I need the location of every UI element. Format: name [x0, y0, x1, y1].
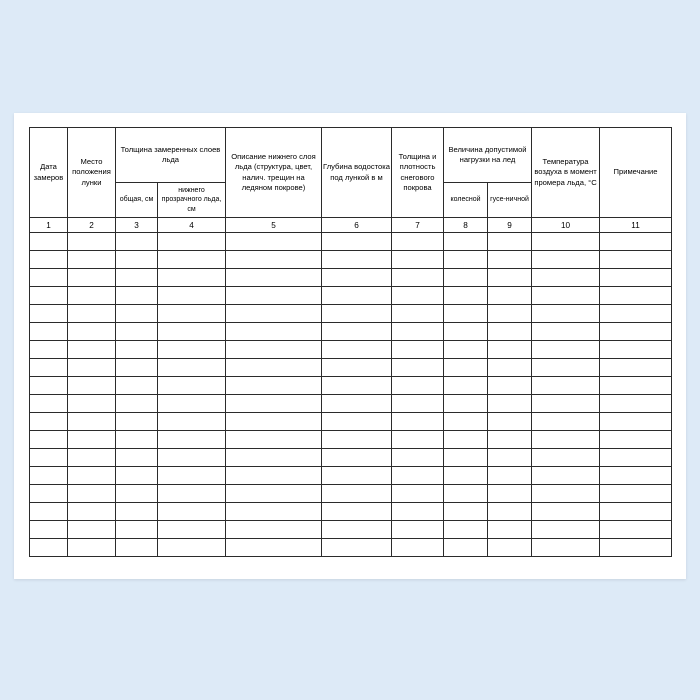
table-cell[interactable] — [444, 359, 488, 377]
table-cell[interactable] — [30, 485, 68, 503]
table-cell[interactable] — [116, 521, 158, 539]
table-cell[interactable] — [600, 539, 672, 557]
table-cell[interactable] — [532, 449, 600, 467]
table-cell[interactable] — [488, 233, 532, 251]
column-number-cell: 9 — [488, 218, 532, 233]
table-cell[interactable] — [444, 269, 488, 287]
table-cell[interactable] — [322, 485, 392, 503]
table-cell[interactable] — [158, 341, 226, 359]
table-cell[interactable] — [30, 341, 68, 359]
table-cell[interactable] — [532, 305, 600, 323]
table-row[interactable] — [30, 269, 672, 287]
table-row[interactable] — [30, 521, 672, 539]
table-cell[interactable] — [158, 539, 226, 557]
table-cell[interactable] — [322, 413, 392, 431]
table-cell[interactable] — [532, 539, 600, 557]
table-cell[interactable] — [392, 467, 444, 485]
table-row[interactable] — [30, 449, 672, 467]
table-cell[interactable] — [600, 431, 672, 449]
table-cell[interactable] — [226, 539, 322, 557]
column-number-cell: 4 — [158, 218, 226, 233]
table-cell[interactable] — [444, 467, 488, 485]
table-cell[interactable] — [226, 269, 322, 287]
header-water-depth: Глубина водостока под лункой в м — [322, 128, 392, 218]
table-cell[interactable] — [116, 269, 158, 287]
table-row[interactable] — [30, 431, 672, 449]
table-cell[interactable] — [116, 341, 158, 359]
table-cell[interactable] — [392, 539, 444, 557]
header-snow-cover: Толщина и плотность снегового покрова — [392, 128, 444, 218]
table-cell[interactable] — [158, 503, 226, 521]
table-cell[interactable] — [532, 233, 600, 251]
table-cell[interactable] — [444, 449, 488, 467]
table-cell[interactable] — [322, 287, 392, 305]
table-cell[interactable] — [30, 503, 68, 521]
table-cell[interactable] — [600, 467, 672, 485]
table-cell[interactable] — [30, 269, 68, 287]
table-cell[interactable] — [444, 377, 488, 395]
table-cell[interactable] — [158, 269, 226, 287]
table-cell[interactable] — [68, 359, 116, 377]
table-cell[interactable] — [158, 305, 226, 323]
table-cell[interactable] — [532, 467, 600, 485]
table-cell[interactable] — [488, 449, 532, 467]
table-cell[interactable] — [116, 503, 158, 521]
table-cell[interactable] — [116, 359, 158, 377]
table-cell[interactable] — [600, 287, 672, 305]
table-cell[interactable] — [392, 359, 444, 377]
table-cell[interactable] — [392, 305, 444, 323]
table-cell[interactable] — [158, 359, 226, 377]
table-cell[interactable] — [68, 305, 116, 323]
table-cell[interactable] — [30, 395, 68, 413]
table-row[interactable] — [30, 341, 672, 359]
table-cell[interactable] — [158, 485, 226, 503]
table-cell[interactable] — [226, 377, 322, 395]
table-cell[interactable] — [68, 341, 116, 359]
table-cell[interactable] — [30, 233, 68, 251]
table-cell[interactable] — [116, 305, 158, 323]
table-cell[interactable] — [532, 377, 600, 395]
table-row[interactable] — [30, 467, 672, 485]
table-cell[interactable] — [600, 323, 672, 341]
table-cell[interactable] — [488, 503, 532, 521]
table-cell[interactable] — [322, 251, 392, 269]
table-row[interactable] — [30, 323, 672, 341]
table-cell[interactable] — [226, 449, 322, 467]
table-cell[interactable] — [532, 431, 600, 449]
table-cell[interactable] — [116, 467, 158, 485]
table-cell[interactable] — [158, 233, 226, 251]
table-cell[interactable] — [444, 413, 488, 431]
table-cell[interactable] — [68, 377, 116, 395]
table-cell[interactable] — [600, 359, 672, 377]
table-row[interactable] — [30, 377, 672, 395]
table-cell[interactable] — [322, 359, 392, 377]
table-cell[interactable] — [30, 467, 68, 485]
table-cell[interactable] — [322, 341, 392, 359]
table-cell[interactable] — [488, 251, 532, 269]
table-cell[interactable] — [226, 503, 322, 521]
header-wheeled-load: колесной — [444, 183, 488, 218]
header-tracked-load: гусе-ничной — [488, 183, 532, 218]
table-cell[interactable] — [600, 449, 672, 467]
table-cell[interactable] — [322, 467, 392, 485]
table-cell[interactable] — [68, 431, 116, 449]
table-cell[interactable] — [600, 233, 672, 251]
table-cell[interactable] — [30, 413, 68, 431]
table-row[interactable] — [30, 503, 672, 521]
table-cell[interactable] — [116, 431, 158, 449]
table-cell[interactable] — [488, 287, 532, 305]
table-row[interactable] — [30, 539, 672, 557]
header-ice-thickness-group: Толщина замеренных слоев льда — [116, 128, 226, 183]
table-cell[interactable] — [30, 449, 68, 467]
table-cell[interactable] — [322, 305, 392, 323]
table-cell[interactable] — [392, 377, 444, 395]
table-cell[interactable] — [226, 233, 322, 251]
ice-measurement-journal-table — [29, 127, 672, 557]
table-cell[interactable] — [116, 485, 158, 503]
table-cell[interactable] — [392, 449, 444, 467]
table-cell[interactable] — [488, 269, 532, 287]
table-cell[interactable] — [532, 413, 600, 431]
table-cell[interactable] — [30, 323, 68, 341]
table-cell[interactable] — [158, 521, 226, 539]
table-cell[interactable] — [30, 305, 68, 323]
table-cell[interactable] — [322, 449, 392, 467]
table-cell[interactable] — [158, 287, 226, 305]
table-cell[interactable] — [30, 251, 68, 269]
table-row[interactable] — [30, 413, 672, 431]
table-cell[interactable] — [600, 305, 672, 323]
table-cell[interactable] — [444, 323, 488, 341]
column-number-row — [30, 218, 672, 233]
column-number-cell: 1 — [30, 218, 68, 233]
table-cell[interactable] — [68, 503, 116, 521]
table-cell[interactable] — [226, 251, 322, 269]
table-cell[interactable] — [116, 395, 158, 413]
table-cell[interactable] — [226, 287, 322, 305]
table-cell[interactable] — [226, 521, 322, 539]
table-cell[interactable] — [444, 431, 488, 449]
table-cell[interactable] — [600, 485, 672, 503]
table-cell[interactable] — [158, 467, 226, 485]
table-cell[interactable] — [68, 287, 116, 305]
column-number-cell: 6 — [322, 218, 392, 233]
table-cell[interactable] — [488, 305, 532, 323]
table-cell[interactable] — [488, 359, 532, 377]
table-cell[interactable] — [392, 503, 444, 521]
table-cell[interactable] — [444, 395, 488, 413]
table-cell[interactable] — [30, 521, 68, 539]
header-date: Дата замеров — [30, 128, 68, 218]
table-cell[interactable] — [392, 395, 444, 413]
column-number-cell: 7 — [392, 218, 444, 233]
table-cell[interactable] — [488, 431, 532, 449]
table-row[interactable] — [30, 395, 672, 413]
table-cell[interactable] — [532, 269, 600, 287]
table-cell[interactable] — [322, 503, 392, 521]
header-total-thickness: общая, см — [116, 183, 158, 218]
table-cell[interactable] — [322, 431, 392, 449]
table-row[interactable] — [30, 485, 672, 503]
document-sheet — [14, 113, 686, 579]
table-cell[interactable] — [322, 233, 392, 251]
table-cell[interactable] — [488, 323, 532, 341]
table-cell[interactable] — [392, 323, 444, 341]
table-cell[interactable] — [444, 521, 488, 539]
table-cell[interactable] — [600, 269, 672, 287]
table-cell[interactable] — [600, 251, 672, 269]
table-cell[interactable] — [532, 251, 600, 269]
table-cell[interactable] — [488, 395, 532, 413]
table-cell[interactable] — [532, 359, 600, 377]
table-cell[interactable] — [532, 485, 600, 503]
table-cell[interactable] — [600, 413, 672, 431]
table-cell[interactable] — [226, 395, 322, 413]
table-cell[interactable] — [532, 323, 600, 341]
column-number-cell: 5 — [226, 218, 322, 233]
table-cell[interactable] — [158, 323, 226, 341]
header-row-main — [30, 128, 672, 183]
table-cell[interactable] — [116, 539, 158, 557]
table-cell[interactable] — [68, 521, 116, 539]
table-cell[interactable] — [116, 323, 158, 341]
header-air-temperature: Температура воздуха в момент промера льда, °C — [532, 128, 600, 218]
table-cell[interactable] — [488, 539, 532, 557]
table-cell[interactable] — [158, 431, 226, 449]
table-cell[interactable] — [444, 233, 488, 251]
table-cell[interactable] — [444, 287, 488, 305]
table-cell[interactable] — [116, 233, 158, 251]
table-cell[interactable] — [226, 341, 322, 359]
journal-table-wrapper — [29, 127, 671, 557]
table-cell[interactable] — [158, 413, 226, 431]
table-cell[interactable] — [392, 413, 444, 431]
table-cell[interactable] — [322, 377, 392, 395]
table-cell[interactable] — [392, 521, 444, 539]
table-cell[interactable] — [488, 521, 532, 539]
table-cell[interactable] — [600, 521, 672, 539]
table-cell[interactable] — [226, 359, 322, 377]
table-cell[interactable] — [392, 485, 444, 503]
table-row[interactable] — [30, 305, 672, 323]
table-cell[interactable] — [226, 413, 322, 431]
column-number-cell: 2 — [68, 218, 116, 233]
table-cell[interactable] — [444, 341, 488, 359]
table-cell[interactable] — [322, 269, 392, 287]
table-cell[interactable] — [600, 341, 672, 359]
table-cell[interactable] — [68, 467, 116, 485]
table-cell[interactable] — [158, 251, 226, 269]
table-cell[interactable] — [444, 305, 488, 323]
table-cell[interactable] — [532, 521, 600, 539]
table-header — [30, 128, 672, 218]
table-cell[interactable] — [488, 467, 532, 485]
table-body — [30, 218, 672, 557]
table-cell[interactable] — [116, 449, 158, 467]
table-cell[interactable] — [158, 449, 226, 467]
column-number-cell: 3 — [116, 218, 158, 233]
table-cell[interactable] — [68, 323, 116, 341]
table-cell[interactable] — [600, 503, 672, 521]
table-cell[interactable] — [30, 377, 68, 395]
column-number-cell: 11 — [600, 218, 672, 233]
table-cell[interactable] — [30, 431, 68, 449]
table-cell[interactable] — [322, 395, 392, 413]
table-cell[interactable] — [226, 305, 322, 323]
table-cell[interactable] — [68, 449, 116, 467]
table-row[interactable] — [30, 233, 672, 251]
table-cell[interactable] — [68, 269, 116, 287]
table-cell[interactable] — [30, 287, 68, 305]
table-cell[interactable] — [392, 233, 444, 251]
table-cell[interactable] — [488, 413, 532, 431]
table-cell[interactable] — [532, 287, 600, 305]
table-cell[interactable] — [600, 377, 672, 395]
table-cell[interactable] — [532, 341, 600, 359]
table-cell[interactable] — [322, 521, 392, 539]
table-cell[interactable] — [158, 395, 226, 413]
table-row[interactable] — [30, 359, 672, 377]
table-cell[interactable] — [322, 323, 392, 341]
header-transparent-ice-thickness: нижнего прозрачного льда, см — [158, 183, 226, 218]
table-cell[interactable] — [444, 503, 488, 521]
table-cell[interactable] — [226, 485, 322, 503]
table-cell[interactable] — [392, 251, 444, 269]
table-cell[interactable] — [600, 395, 672, 413]
table-cell[interactable] — [444, 539, 488, 557]
table-row[interactable] — [30, 287, 672, 305]
column-number-cell: 8 — [444, 218, 488, 233]
header-lower-layer-description: Описание нижнего слоя льда (структура, цвет, налич. трещин на ледяном покрове) — [226, 128, 322, 218]
table-cell[interactable] — [392, 431, 444, 449]
table-cell[interactable] — [226, 323, 322, 341]
table-cell[interactable] — [444, 251, 488, 269]
table-cell[interactable] — [488, 485, 532, 503]
table-cell[interactable] — [488, 341, 532, 359]
table-cell[interactable] — [116, 287, 158, 305]
table-cell[interactable] — [226, 467, 322, 485]
table-cell[interactable] — [392, 341, 444, 359]
table-cell[interactable] — [392, 287, 444, 305]
table-cell[interactable] — [68, 539, 116, 557]
table-cell[interactable] — [116, 413, 158, 431]
table-row[interactable] — [30, 251, 672, 269]
table-cell[interactable] — [392, 269, 444, 287]
table-cell[interactable] — [68, 485, 116, 503]
table-cell[interactable] — [30, 539, 68, 557]
table-cell[interactable] — [116, 251, 158, 269]
table-cell[interactable] — [226, 431, 322, 449]
column-number-cell: 10 — [532, 218, 600, 233]
table-cell[interactable] — [68, 233, 116, 251]
table-cell[interactable] — [322, 539, 392, 557]
table-cell[interactable] — [68, 413, 116, 431]
table-cell[interactable] — [532, 503, 600, 521]
table-cell[interactable] — [532, 395, 600, 413]
table-cell[interactable] — [30, 359, 68, 377]
header-hole-location: Место положения лунки — [68, 128, 116, 218]
header-notes: Примечание — [600, 128, 672, 218]
table-cell[interactable] — [488, 377, 532, 395]
table-cell[interactable] — [68, 251, 116, 269]
table-cell[interactable] — [444, 485, 488, 503]
table-cell[interactable] — [158, 377, 226, 395]
table-cell[interactable] — [116, 377, 158, 395]
table-cell[interactable] — [68, 395, 116, 413]
header-allowed-load-group: Величина допустимой нагрузки на лед — [444, 128, 532, 183]
